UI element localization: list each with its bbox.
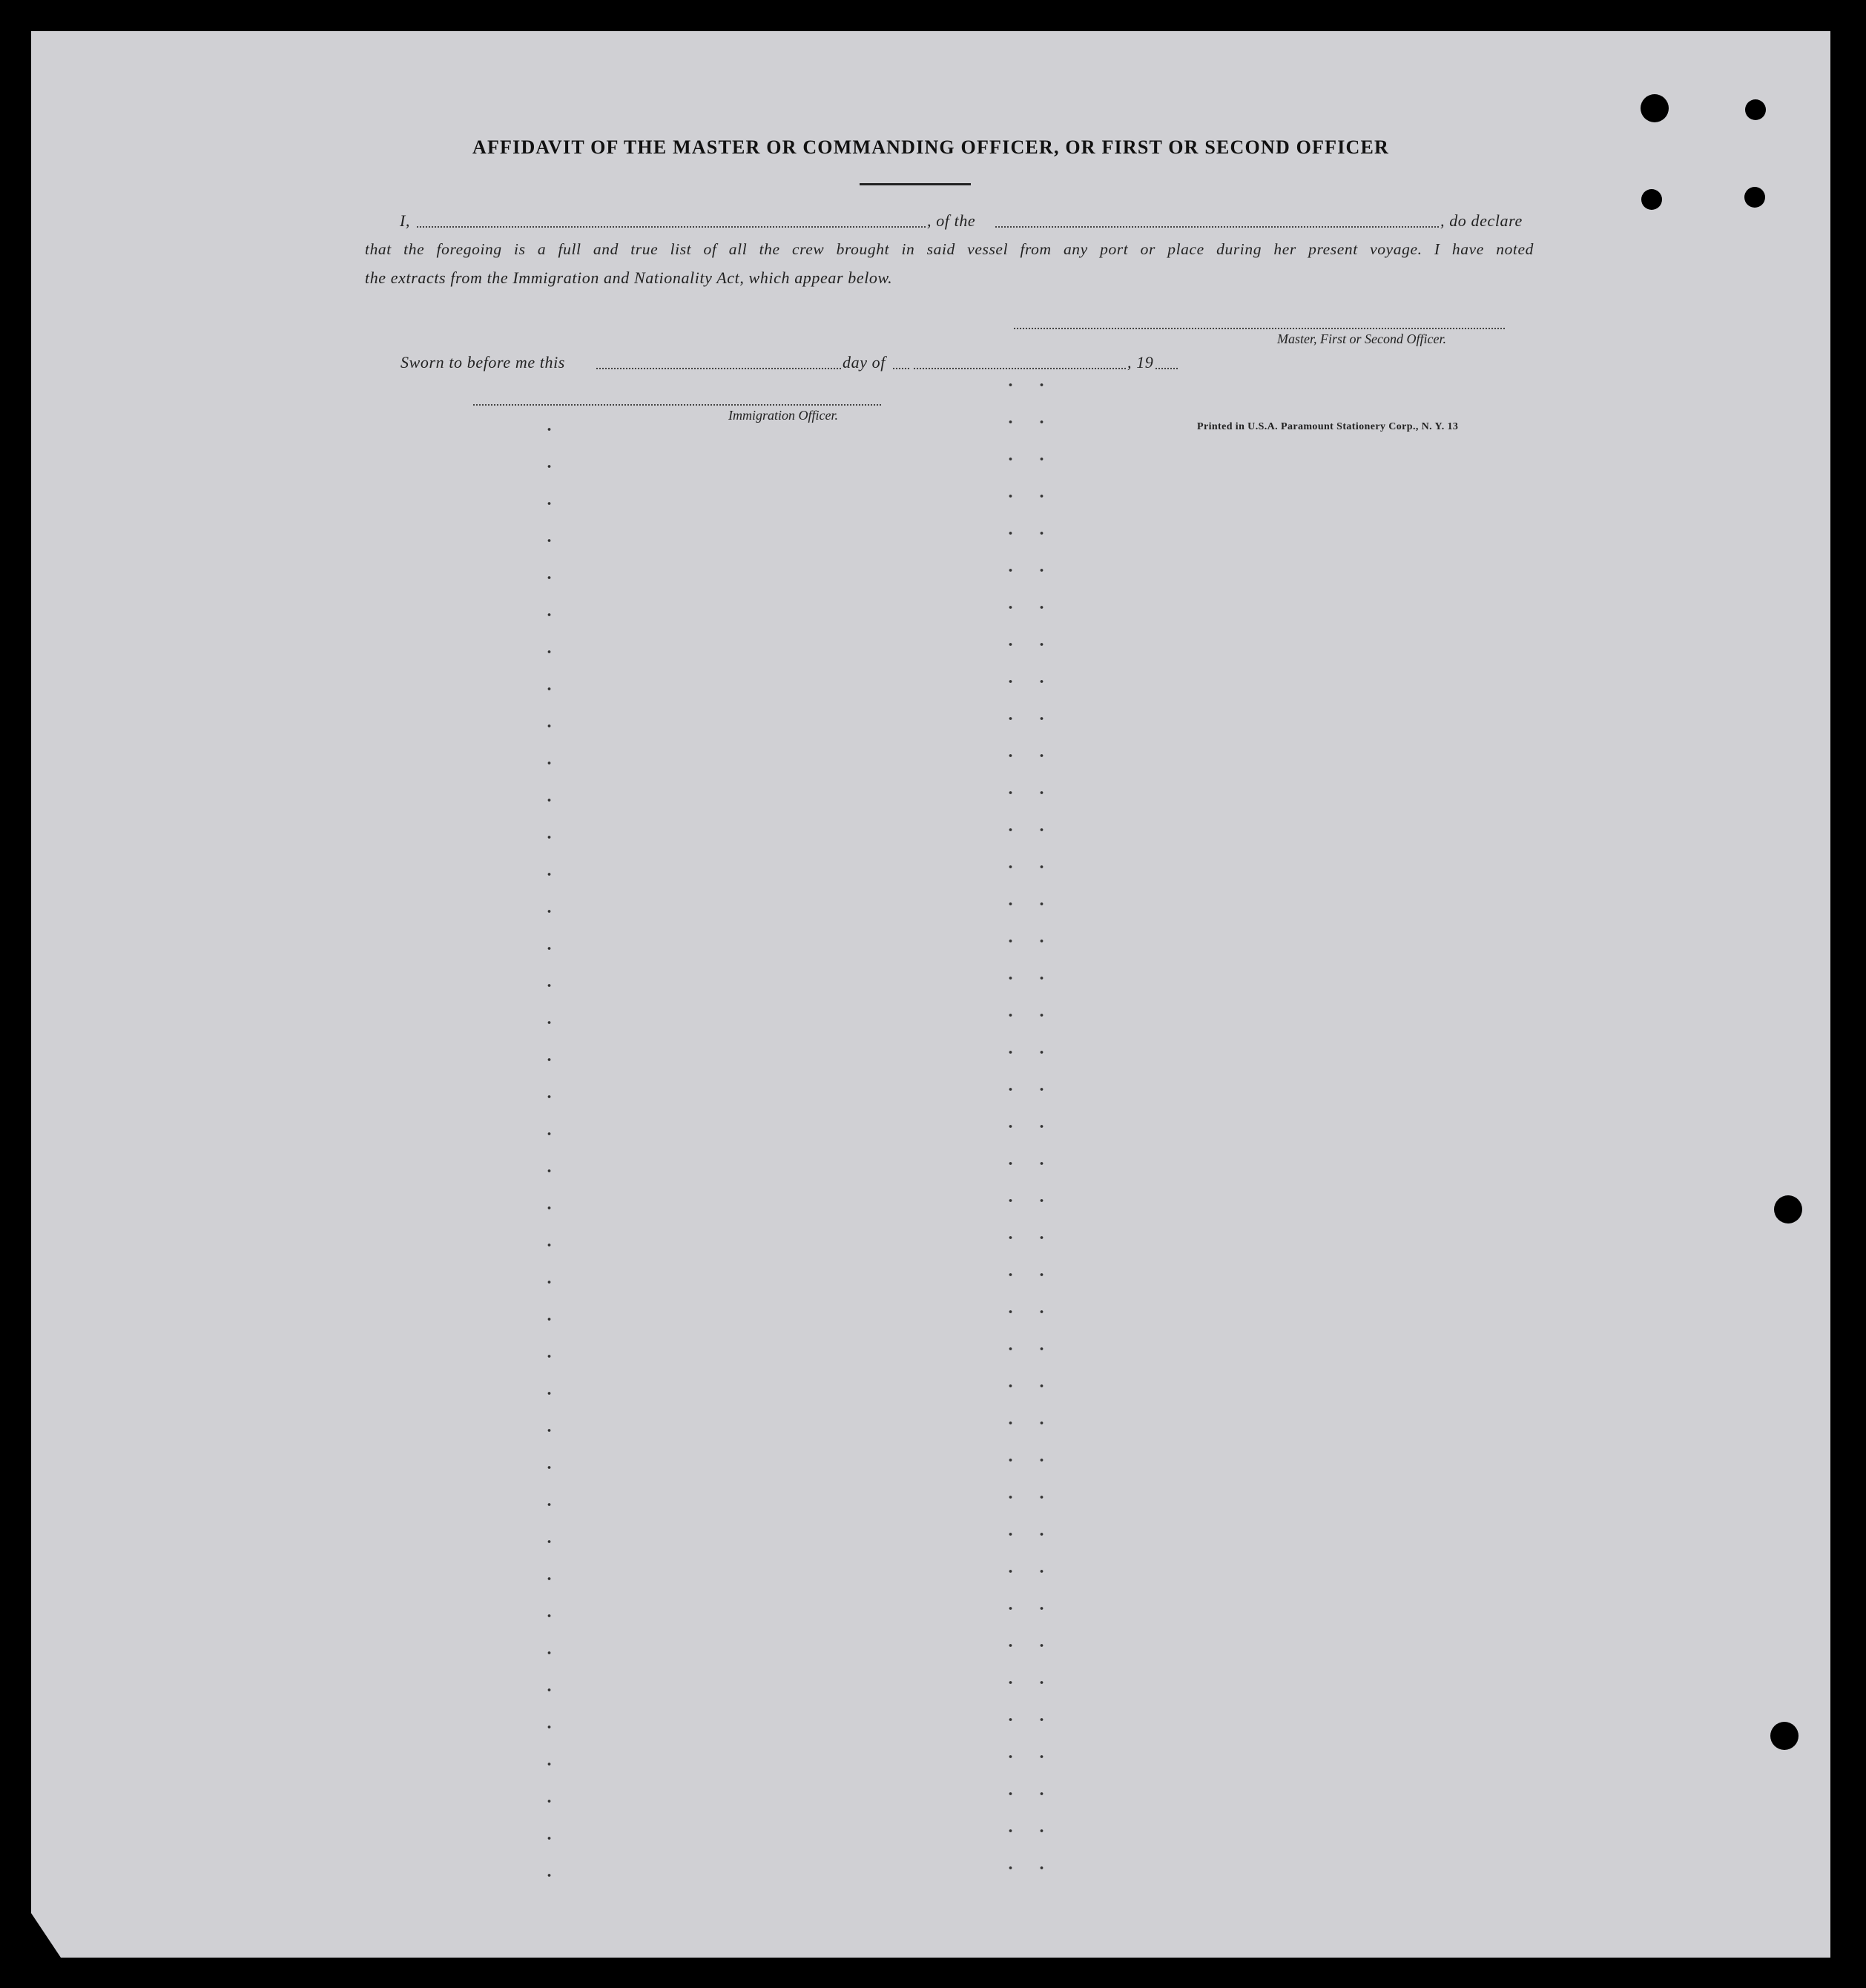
punch-hole [1641,189,1662,210]
declarant-name-field[interactable] [417,226,926,228]
sworn-year-label: , 19 [1127,353,1154,371]
document-page [31,31,1830,1958]
vessel-name-field[interactable] [995,226,1439,228]
punch-hole [1744,187,1765,208]
sworn-date-field[interactable] [596,368,841,369]
sworn-year-field[interactable] [1155,368,1178,369]
sworn-prefix: Sworn to before me this [400,353,565,371]
punch-hole [1770,1722,1799,1750]
sworn-month-field[interactable] [914,368,1126,369]
sworn-day-label: day of [843,353,886,371]
punch-hole [1641,94,1669,122]
declare-text: , do declare [1440,211,1523,230]
printer-imprint: Printed in U.S.A. Paramount Stationery Corp., N. Y. 13 [1197,421,1459,432]
punch-hole [1745,99,1766,120]
officer-signature-caption: Immigration Officer. [728,408,838,423]
affidavit-paragraph-line-2: that the foregoing is a full and true list of all the crew brought in said vessel from any port or place during her present voyage. I have noted [365,240,1534,258]
punch-hole [1774,1195,1802,1223]
vessel-label: , of the [927,211,976,230]
affidavit-paragraph-line-3: the extracts from the Immigration and Nationality Act, which appear below. [365,268,893,287]
declarant-prefix: I, [400,211,411,230]
column-guide-mid [1009,366,1012,1879]
column-guide-right [1040,366,1044,1879]
officer-signature-line[interactable] [473,404,881,406]
affidavit-title: AFFIDAVIT OF THE MASTER OR COMMANDING OFFICER, OR FIRST OR SECOND OFFICER [472,136,1390,158]
master-signature-line[interactable] [1014,328,1505,329]
folded-corner [31,1913,61,1958]
sworn-day-blank[interactable] [893,368,909,369]
title-underline [860,183,971,185]
master-signature-caption: Master, First or Second Officer. [1277,331,1446,346]
column-guide-left [547,411,551,1879]
